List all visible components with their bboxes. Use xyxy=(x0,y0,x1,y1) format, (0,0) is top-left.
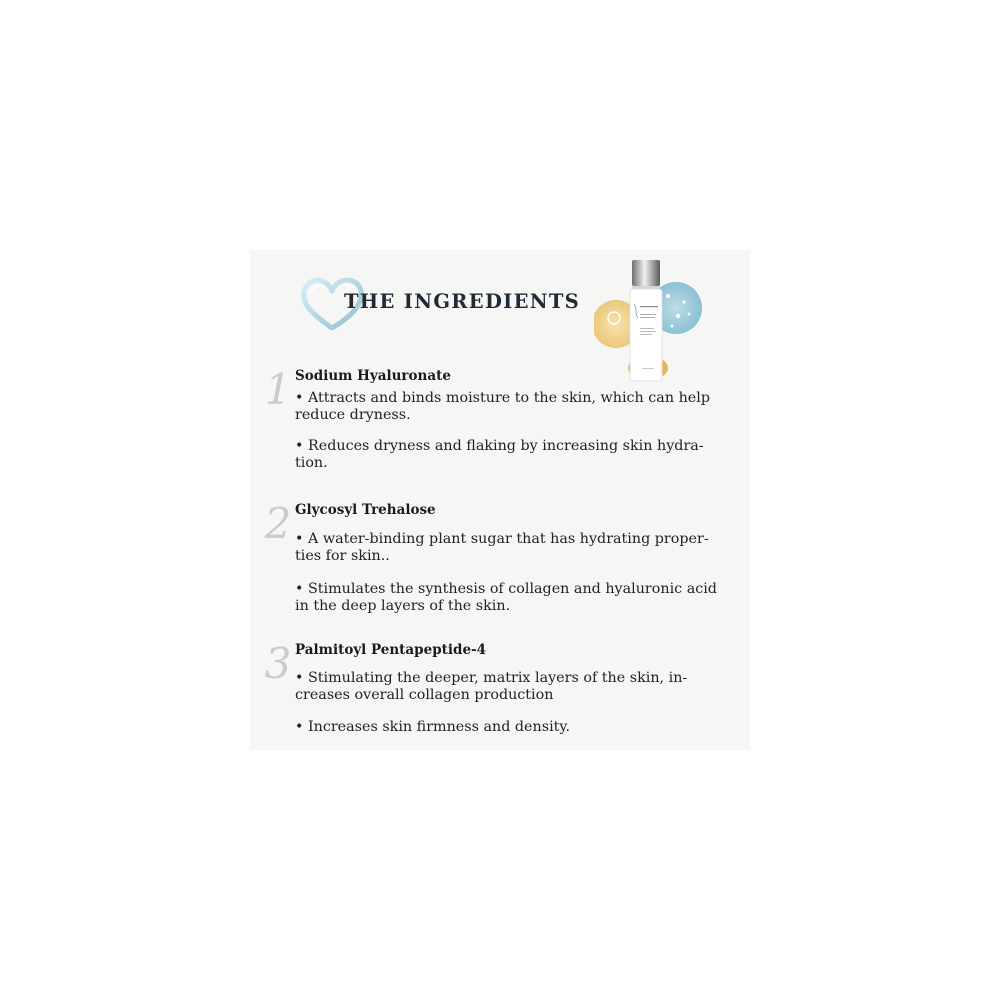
serum-bottle-product-image xyxy=(594,256,704,386)
ingredient-name: Palmitoyl Pentapeptide-4 xyxy=(295,642,487,658)
ingredient-benefit: • Increases skin firmness and density. xyxy=(295,719,571,735)
page-title: THE INGREDIENTS xyxy=(344,290,581,313)
ingredient-benefit: • Reduces dryness and flaking by increasing skin hydra- tion. xyxy=(295,438,704,471)
ingredient-number: 1 xyxy=(264,365,292,414)
ingredient-number: 3 xyxy=(264,639,292,688)
ingredient-benefit: • A water-binding plant sugar that has hydrating proper- ties for skin.. xyxy=(295,531,709,564)
ingredient-benefit: • Attracts and binds moisture to the skin, which can help reduce dryness. xyxy=(295,390,710,423)
ingredients-card xyxy=(250,250,750,750)
ingredient-name: Glycosyl Trehalose xyxy=(295,502,436,518)
ingredient-benefit: • Stimulating the deeper, matrix layers of the skin, in- creases overall collagen production xyxy=(295,670,688,703)
ingredient-number: 2 xyxy=(264,499,292,548)
ingredient-name: Sodium Hyaluronate xyxy=(295,368,451,384)
ingredient-benefit: • Stimulates the synthesis of collagen and hyaluronic acid in the deep layers of the skin. xyxy=(295,581,717,614)
